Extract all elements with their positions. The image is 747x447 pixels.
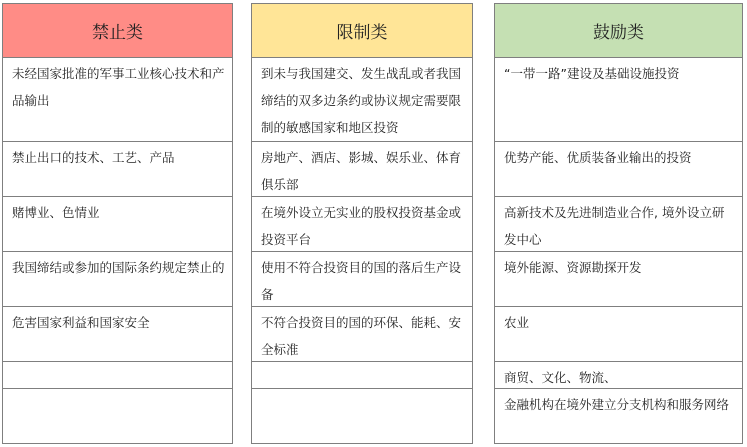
cell-ban-6 — [2, 362, 233, 389]
cell-ban-1: 未经国家批准的军事工业核心技术和产品输出 — [2, 58, 233, 142]
cell-restrict-5: 不符合投资目的国的环保、能耗、安全标准 — [251, 307, 473, 362]
header-encourage: 鼓励类 — [494, 3, 743, 58]
cell-encourage-3: 高新技术及先进制造业合作, 境外设立研发中心 — [494, 197, 743, 252]
cell-encourage-5: 农业 — [494, 307, 743, 362]
cell-ban-2: 禁止出口的技术、工艺、产品 — [2, 142, 233, 197]
cell-encourage-4: 境外能源、资源勘探开发 — [494, 252, 743, 307]
cell-encourage-7: 金融机构在境外建立分支机构和服务网络 — [494, 389, 743, 444]
cell-ban-5: 危害国家利益和国家安全 — [2, 307, 233, 362]
cell-ban-3: 赌博业、色情业 — [2, 197, 233, 252]
cell-restrict-3: 在境外设立无实业的股权投资基金或投资平台 — [251, 197, 473, 252]
cell-restrict-4: 使用不符合投资目的国的落后生产设备 — [251, 252, 473, 307]
cell-restrict-2: 房地产、酒店、影城、娱乐业、体育俱乐部 — [251, 142, 473, 197]
cell-ban-4: 我国缔结或参加的国际条约规定禁止的 — [2, 252, 233, 307]
cell-ban-7 — [2, 389, 233, 444]
header-restrict: 限制类 — [251, 3, 473, 58]
cell-restrict-6 — [251, 362, 473, 389]
cell-encourage-2: 优势产能、优质装备业输出的投资 — [494, 142, 743, 197]
cell-encourage-1: “一带一路”建设及基础设施投资 — [494, 58, 743, 142]
cell-restrict-1: 到未与我国建交、发生战乱或者我国缔结的双多边条约或协议规定需要限制的敏感国家和地区投资 — [251, 58, 473, 142]
cell-encourage-6: 商贸、文化、物流、 — [494, 362, 743, 389]
header-ban: 禁止类 — [2, 3, 233, 58]
cell-restrict-7 — [251, 389, 473, 444]
